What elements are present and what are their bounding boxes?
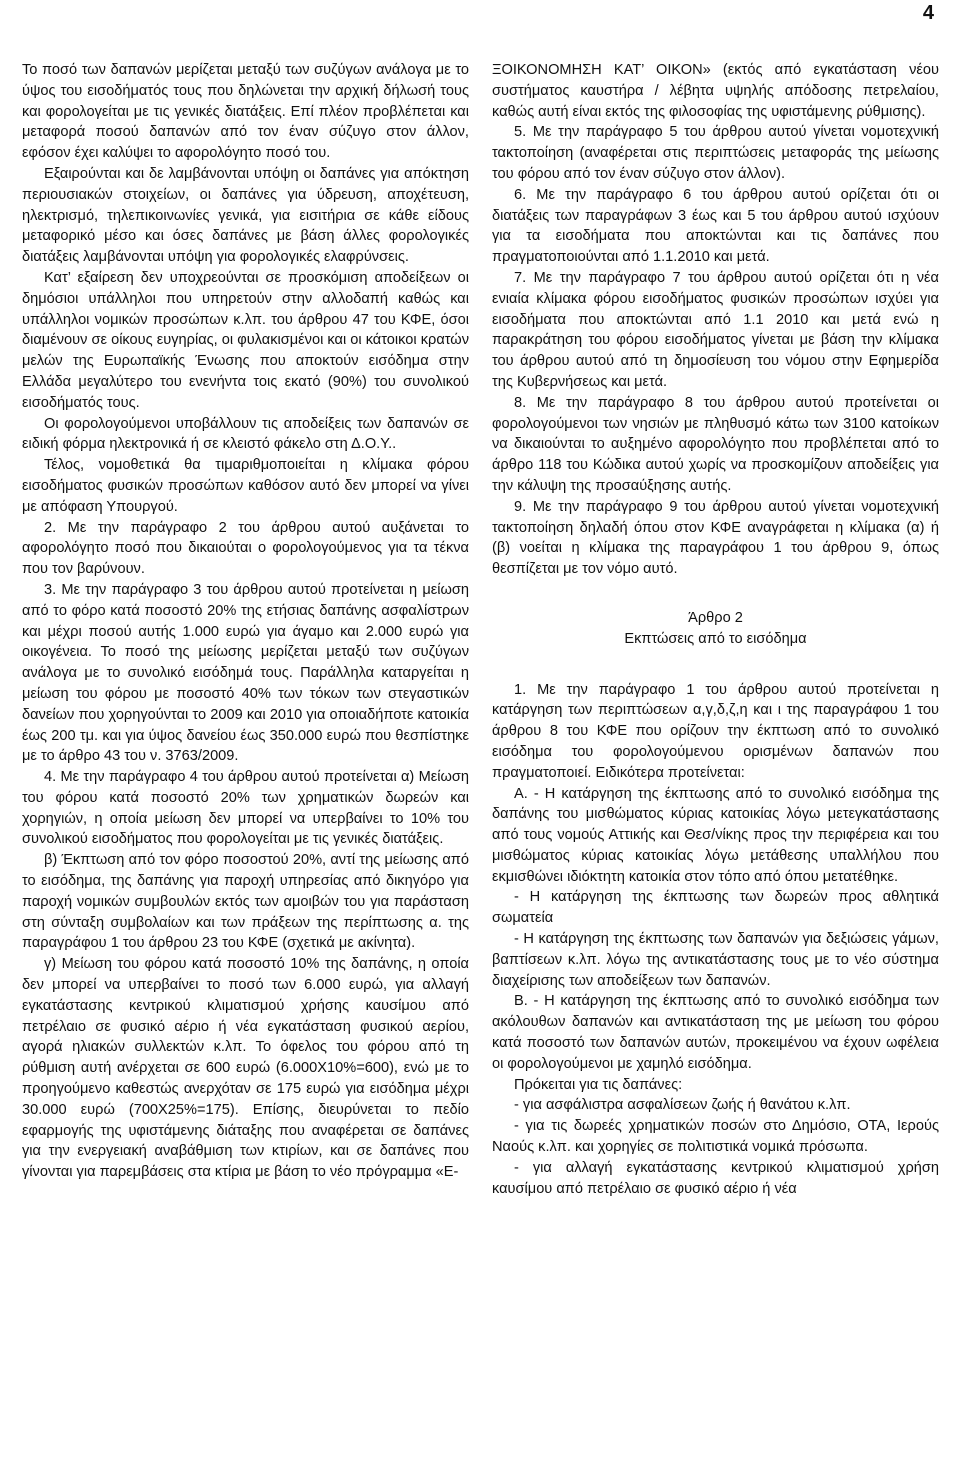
paragraph: Τέλος, νομοθετικά θα τιμαριθμοποιείται η κλίμακα φόρου εισοδήματος φυσικών προσώπων καθόσον αυτό δεν μπορεί να γίνει με απόφαση Υπουργού. <box>22 457 469 515</box>
paragraph: 5. Με την παράγραφο 5 του άρθρου αυτού γίνεται νομοτεχνική τακτοποίηση (αναφέρεται στις περιπτώσεις μεταφοράς της μείωσης του φόρου από τον έναν σύζυγο στον άλλον). <box>492 124 939 182</box>
left-column <box>22 60 469 1183</box>
paragraph: Πρόκειται για τις δαπάνες: <box>514 1076 683 1093</box>
paragraph: 3. Με την παράγραφο 3 του άρθρου αυτού προτείνεται η μείωση από το φόρο κατά ποσοστό 20% της ετήσιας δαπάνης ασφαλίστρων και μέχρι ποσού αυτής 1.000 ευρώ για άγαμο και 2.000 ευρώ για οικογένεια. Το ποσό της μείωσης μερίζεται μεταξύ των συζύγων ανάλογα με το συνολικό εισόδημά τους. Παράλληλα καταργείται η μείωση του φόρου με ποσοστό 40% των τόκων των στεγαστικών δανείων που χορηγούνται το 2009 και 2010 για οποιαδήποτε κατοικία έως 200 τμ. και για ύψος δανείου έως 350.000 ευρώ που θεσπίστηκε με το άρθρο 43 του ν. 3763/2009. <box>22 581 469 765</box>
paragraph: - Η κατάργηση της έκπτωσης των δαπανών για δεξιώσεις γάμων, βαπτίσεων κ.λπ. λόγω της αντικατάστασης τους με το νέο σύστημα διαχείρισης των αποδείξεων των δαπανών. <box>492 931 939 989</box>
paragraph: β) Έκπτωση από τον φόρο ποσοστού 20%, αντί της μείωσης από το εισόδημα, της δαπάνης για παροχή υπηρεσίας από δικηγόρο για παροχή νομικών συμβουλών εκτός των αμοιβών του για παράσταση στη σύνταξη συμβολαίων και των πράξεων της περίπτωσης α. της παραγράφου 1 του άρθρου 23 του ΚΦΕ (σχετικά με ακίνητα). <box>22 852 469 952</box>
paragraph: Κατ’ εξαίρεση δεν υποχρεούνται σε προσκόμιση αποδείξεων οι δημόσιοι υπάλληλοι που υπηρετούν στην αλλοδαπή καθώς και υπάλληλοι νομικών προσώπων κ.λπ. του άρθρου 47 του ΚΦΕ, όσοι διαμένουν σε οίκους ευγηρίας, οι φυλακισμένοι και οι κάτοικοι κρατών μελών της Ευρωπαϊκής Ένωσης που αποκτούν εισόδημα στην Ελλάδα μεγαλύτερο του ενενήντα τοις εκατό (90%) του συνολικού εισοδήματός τους. <box>22 269 469 411</box>
paragraph: 6. Με την παράγραφο 6 του άρθρου αυτού ορίζεται ότι οι διατάξεις των παραγράφων 3 έως και 5 του άρθρου αυτού ισχύουν για τα εισοδήματα που αποκτώνται και τις δαπάνες που πραγματοποιούνται από 1.1.2010 και μετά. <box>492 186 939 266</box>
paragraph: 2. Με την παράγραφο 2 του άρθρου αυτού αυξάνεται το αφορολόγητο ποσό που δικαιούται ο φορολογούμενος για τα τέκνα που τον βαρύνουν. <box>22 519 469 578</box>
paragraph: - Η κατάργηση της έκπτωσης των δωρεών προς αθλητικά σωματεία <box>492 889 939 927</box>
paragraph: 1. Με την παράγραφο 1 του άρθρου αυτού προτείνεται η κατάργηση των περιπτώσεων α,γ,δ,ζ,η και ι της παραγράφου 1 του άρθρου 8 του ΚΦΕ που ορίζουν την έκπτωση από το συνολικό εισόδημα του φορολογούμενου ορισμένων δαπανών που πραγματοποιεί. Ειδικότερα προτείνεται: <box>492 681 939 781</box>
right-column <box>492 60 939 1199</box>
paragraph: 9. Με την παράγραφο 9 του άρθρου αυτού γίνεται νομοτεχνική τακτοποίηση δηλαδή όπου στον ΚΦΕ αναγράφεται η κλίμακα (α) ή (β) νοείται η κλίμακα της παραγράφου 1 του άρθρου 9, όπως θεσπίζεται με τον νόμο αυτό. <box>492 498 939 578</box>
paragraph: Οι φορολογούμενοι υποβάλλουν τις αποδείξεις των δαπανών σε ειδική φόρμα ηλεκτρονικά ή σε κλειστό φάκελο στη Δ.Ο.Υ.. <box>22 415 469 453</box>
paragraph: Το ποσό των δαπανών μερίζεται μεταξύ των συζύγων ανάλογα με το ύψος του εισοδήματός τους που δηλώνεται την αρχική δήλωσή τους και φορολογείται με τις γενικές διατάξεις. Επί πλέον προβλέπεται και μεταφορά ποσού δαπανών από τον έναν σύζυγο στον άλλον, εφόσον έχει καλύψει το αφορολόγητο ποσό του. <box>22 62 469 162</box>
paragraph: - για αλλαγή εγκατάστασης κεντρικού κλιματισμού χρήση καυσίμου από πετρέλαιο σε φυσικό αέριο ή νέα <box>492 1159 939 1197</box>
paragraph: ΞΟΙΚΟΝΟΜΗΣΗ ΚΑΤ’ ΟΙΚΟΝ» (εκτός από εγκατάσταση νέου συστήματος καυστήρα / λέβητα υψηλής απόδοσης πετρελαίου, καθώς αυτή είναι εκτός της φιλοσοφίας της υφιστάμενης ρύθμισης). <box>492 62 939 120</box>
paragraph: Α. - Η κατάργηση της έκπτωσης από το συνολικό εισόδημα της δαπάνης του μισθώματος κύριας κατοικίας λόγω μετεγκατάστασης από τους νομούς Αττικής και Θεσ/νίκης προς την περιφέρεια και του μισθώματος κύριας κατοικίας λόγω μετάθεσης υπαλλήλου που εκμισθώνει ιδιόκτητη κατοικία στον τόπο από όπου μετατέθηκε. <box>492 785 939 885</box>
paragraph: Β. - Η κατάργηση της έκπτωσης από το συνολικό εισόδημα των ακόλουθων δαπανών και αντικατάσταση της με μείωση του φόρου κατά ποσοστό των δαπανών αυτών, προκειμένου να έχουν ωφέλεια οι φορολογούμενοι με χαμηλό εισόδημα. <box>492 993 939 1072</box>
paragraph: - για ασφάλιστρα ασφαλίσεων ζωής ή θανάτου κ.λπ. <box>514 1097 851 1114</box>
article-heading: Άρθρο 2 <box>688 609 743 626</box>
paragraph: - για τις δωρεές χρηματικών ποσών στο Δημόσιο, ΟΤΑ, Ιερούς Ναούς κ.λπ. και χορηγίες σε πολιτιστικά νομικά πρόσωπα. <box>492 1118 939 1156</box>
paragraph: 8. Με την παράγραφο 8 του άρθρου αυτού προτείνεται οι φορολογούμενοι των νησιών με πληθυσμό κάτω των 3100 κατοίκων να δικαιούνται το αυξημένο αφορολόγητο που προβλέπεται από το άρθρο 118 του Κώδικα αυτού χωρίς να προσκομίζουν αποδείξεις για την κάλυψη της προσαύξησης αυτής. <box>492 394 939 494</box>
article-subheading: Εκπτώσεις από το εισόδημα <box>624 630 807 647</box>
page-number: 4 <box>922 2 934 24</box>
paragraph: γ) Μείωση του φόρου κατά ποσοστό 10% της δαπάνης, η οποία δεν μπορεί να υπερβαίνει το ποσό των 6.000 ευρώ, για αλλαγή εγκατάστασης κεντρικού κλιματισμού χρήσης καυσίμου από πετρέλαιο σε φυσικό αέριο ή νέα εγκατάσταση φυσικού αερίου, αγορά ηλιακών συλλεκτών κ.λπ. Το όφελος του φόρου από τη ρύθμιση αυτή ανέρχεται σε 600 ευρώ (6.000Χ10%=600), ενώ με το προηγούμενο καθεστώς ανερχόταν σε 175 ευρώ για εισόδημα μέχρι 30.000 ευρώ (700Χ25%=175). Επίσης, διευρύνεται το πεδίο εφαρμογής της υφιστάμενης διάταξης που αναφέρεται σε δαπάνες για την ενεργειακή αναβάθμιση των κτιρίων, και σε δαπάνες που γίνονται για παρεμβάσεις στα κτίρια με βάση το νέο πρόγραμμα «Ε- <box>22 956 469 1181</box>
paragraph: Εξαιρούνται και δε λαμβάνονται υπόψη οι δαπάνες για απόκτηση περιουσιακών στοιχείων, οι δαπάνες για ύδρευση, αποχέτευση, ηλεκτρισμό, τηλεπικοινωνίες γενικά, για εισιτήρια σε κάθε είδους μεταφορικό μέσο και όσες δαπάνες με βάση άλλες φορολογικές διατάξεις λαμβάνονται υπόψη για φορολογικές ελαφρύνσεις. <box>22 165 469 266</box>
paragraph: 7. Με την παράγραφο 7 του άρθρου αυτού ορίζεται ότι η νέα ενιαία κλίμακα φόρου εισοδήματος φυσικών προσώπων ισχύει για εισοδήματα που αποκτώνται από 1.1 2010 και μετά ενώ η παρακράτηση του φόρου εισοδήματος γίνεται με βάση την κλίμακα του άρθρου αυτού από τη δημοσίευση του νόμου στην Εφημερίδα της Κυβερνήσεως και μετά. <box>492 269 939 390</box>
paragraph: 4. Με την παράγραφο 4 του άρθρου αυτού προτείνεται α) Μείωση του φόρου κατά ποσοστό 20% των χρηματικών δωρεών και χορηγιών, η οποία μείωση δεν μπορεί να υπερβαίνει το 10% του συνολικού εισοδήματος που φορολογείται με τις γενικές διατάξεις. <box>22 769 469 848</box>
